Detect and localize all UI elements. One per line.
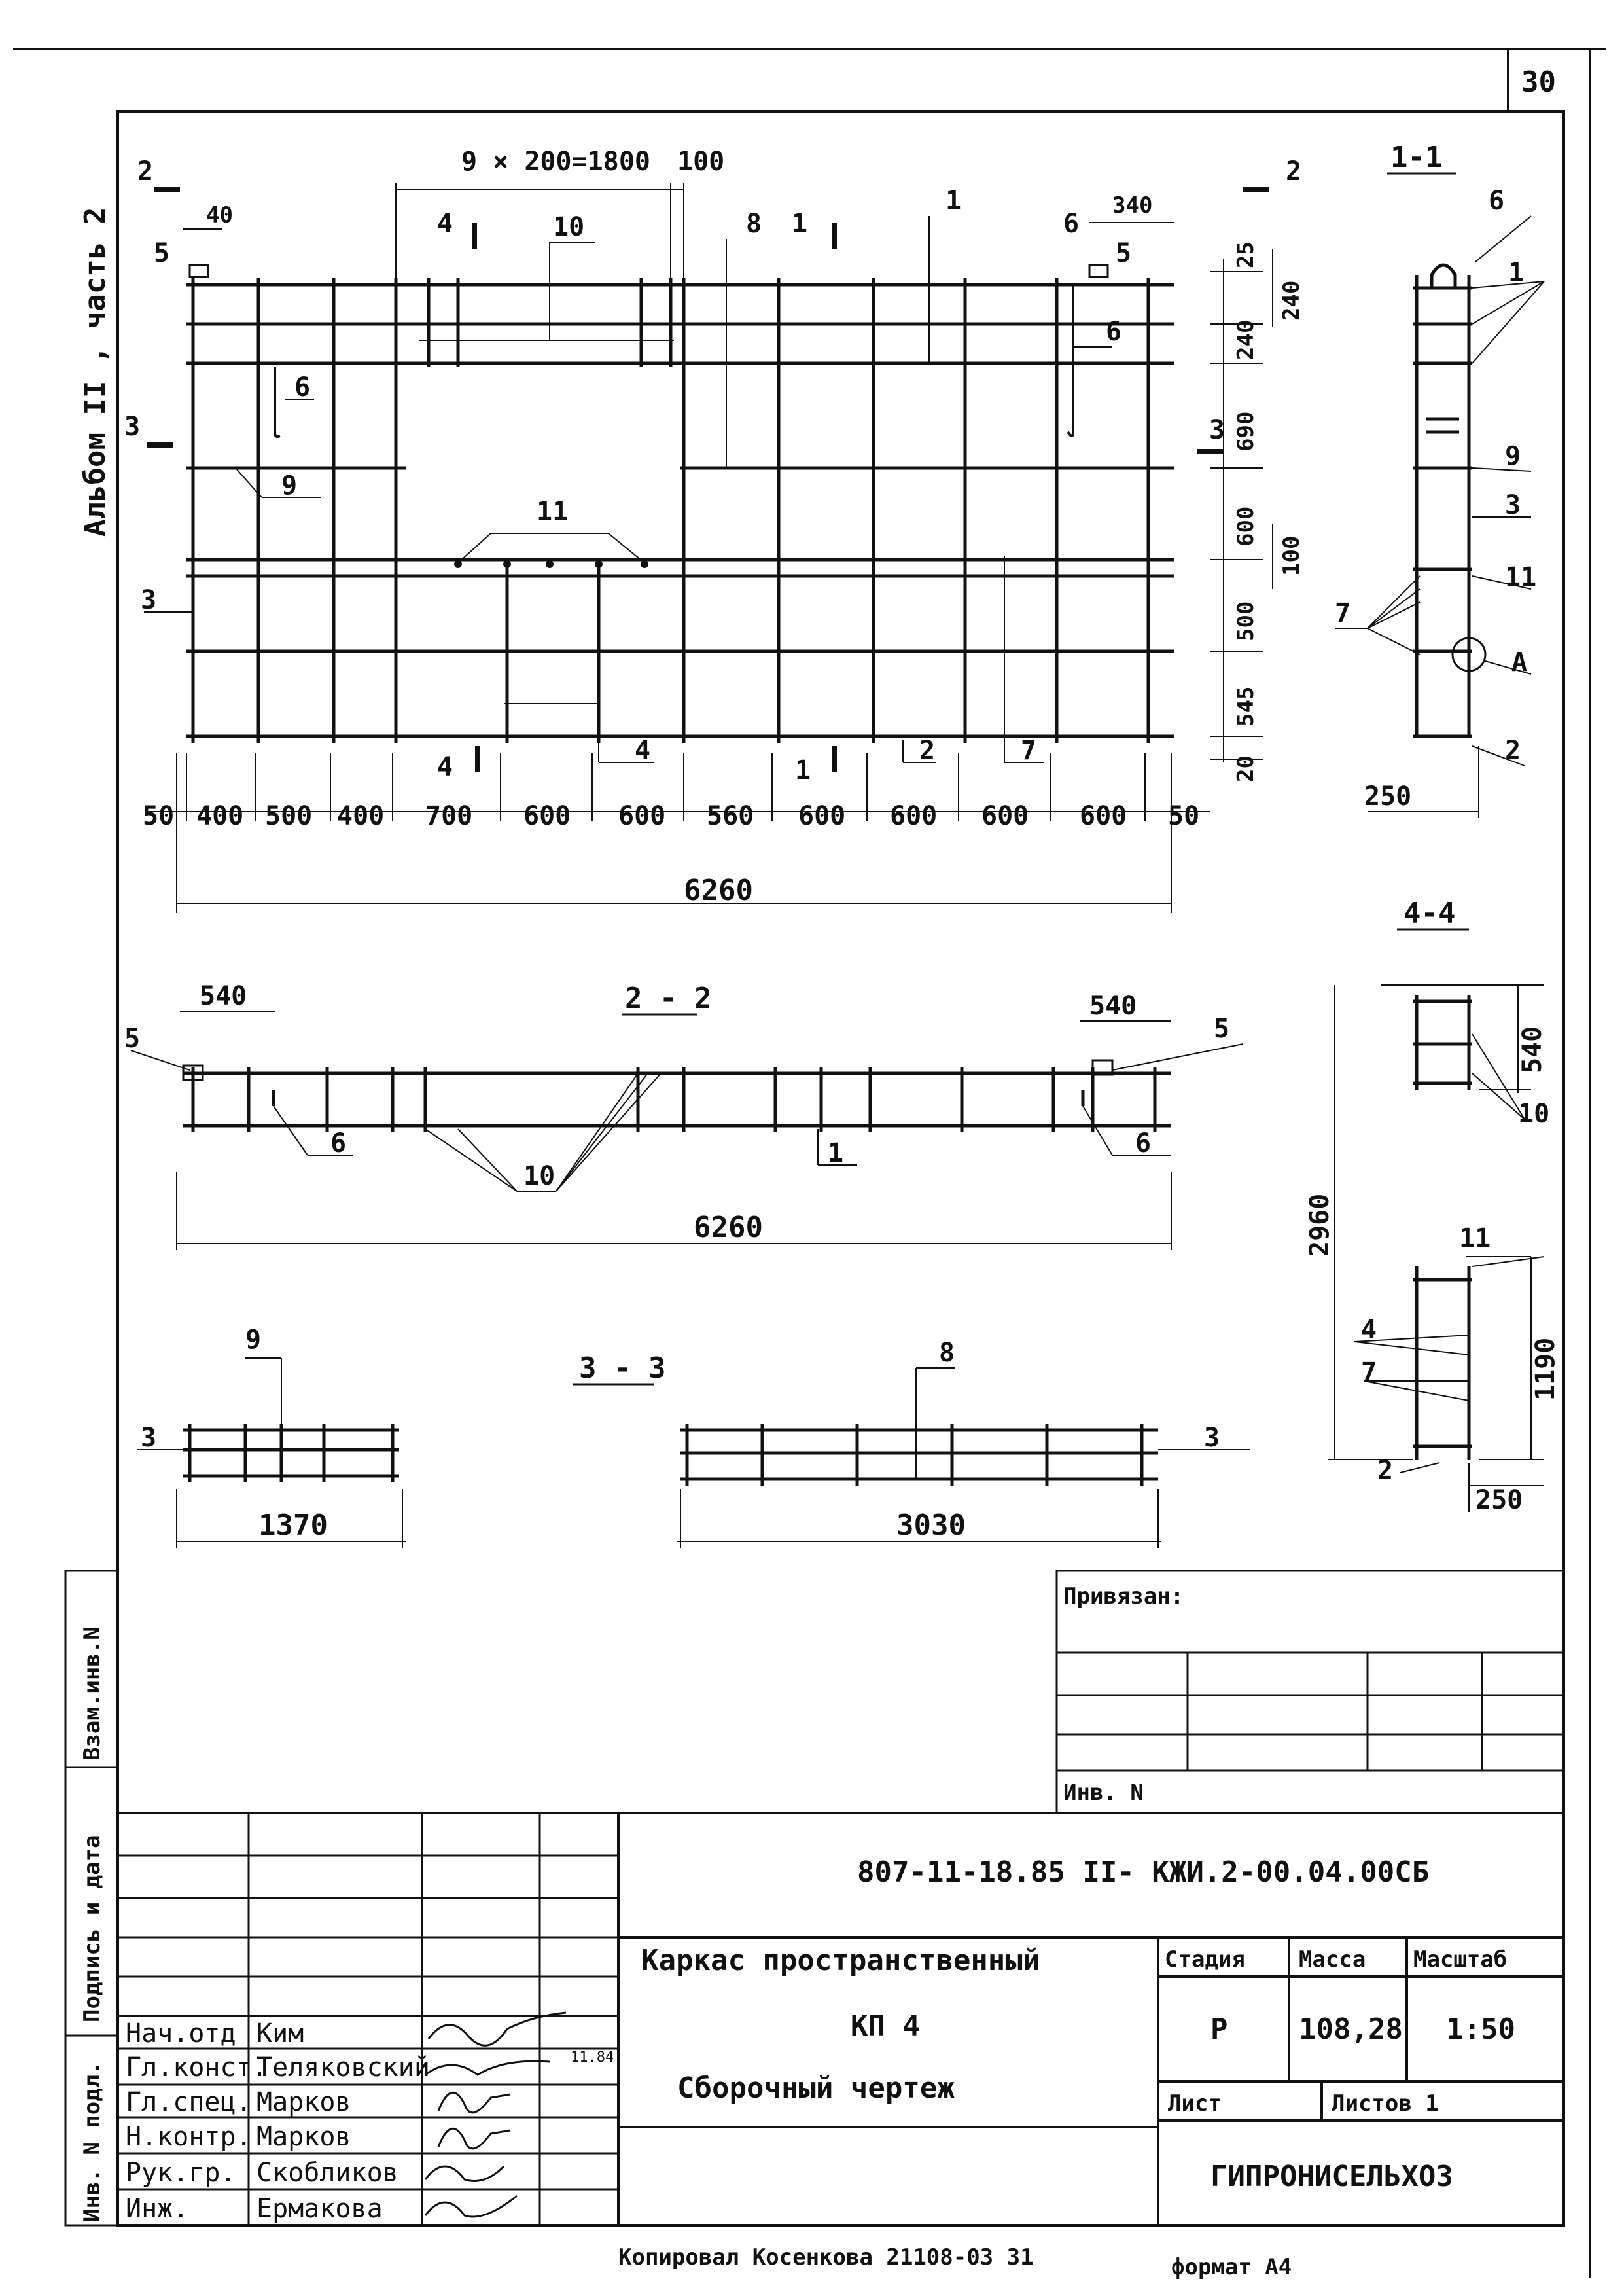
mass-header: Масса	[1299, 1946, 1366, 1973]
callout-2a: 2	[919, 736, 936, 766]
sec44-dim-540: 540	[1517, 1026, 1547, 1073]
sign-role-3: Гл.спец.	[126, 2087, 252, 2117]
callout-6-left: 6	[294, 372, 311, 403]
scale-header: Масштаб	[1413, 1946, 1508, 1973]
bottom-dim-4: 400	[337, 801, 385, 831]
section-4-4	[1328, 929, 1544, 1512]
sec22-dim-right: 540	[1089, 991, 1137, 1021]
sign-role-5: Рук.гр.	[126, 2158, 236, 2188]
callout-2-top-left: 2	[137, 156, 154, 187]
drawing-code: 807-11-18.85 II- КЖИ.2-00.04.00СБ	[857, 1856, 1430, 1889]
sign-name-4: Марков	[256, 2122, 351, 2152]
callout-7: 7	[1021, 736, 1037, 766]
bottom-dim-11: 600	[981, 801, 1029, 831]
callout-2-top-right: 2	[1286, 156, 1302, 187]
callout-4-mark-bottom: 4	[437, 752, 453, 782]
sheet-label: Лист	[1168, 2090, 1222, 2117]
right-dim-240a: 240	[1279, 280, 1305, 321]
sec11-callout-1: 1	[1508, 258, 1525, 288]
bottom-dim-3: 500	[265, 801, 313, 831]
sec44-dim-250: 250	[1475, 1485, 1523, 1515]
sign-name-6: Ермакова	[256, 2194, 383, 2224]
sign-name-2: Теляковский	[256, 2053, 430, 2083]
sec44-callout-2: 2	[1377, 1456, 1394, 1486]
sec22-dim-left: 540	[200, 981, 247, 1011]
bottom-dim-12: 600	[1080, 801, 1127, 831]
section-2-2-title: 2 - 2	[625, 982, 712, 1015]
sec33-callout-8: 8	[939, 1338, 955, 1368]
callout-4a: 4	[635, 736, 651, 766]
sec33-callout-3-right: 3	[1204, 1423, 1220, 1453]
sec44-callout-10: 10	[1518, 1099, 1550, 1129]
sheets-label: Листов 1	[1332, 2090, 1439, 2117]
sign-role-2: Гл.конст.	[126, 2053, 268, 2083]
sec11-callout-3: 3	[1505, 490, 1521, 520]
callout-10: 10	[553, 212, 585, 242]
sec11-dim-250: 250	[1364, 781, 1412, 812]
section-1-1-title: 1-1	[1390, 141, 1443, 174]
footer-copied: Копировал Косенкова 21108-03 31	[618, 2244, 1034, 2270]
sec22-callout-6-right: 6	[1135, 1128, 1152, 1158]
sec33-callout-3-left: 3	[141, 1423, 157, 1453]
callout-9: 9	[281, 471, 298, 501]
sec11-callout-11: 11	[1505, 562, 1537, 592]
stamp-inv-podl: Инв. N подл.	[79, 2061, 105, 2222]
bottom-dim-8: 560	[707, 801, 754, 831]
stage-value: Р	[1210, 2013, 1228, 2046]
callout-8: 8	[746, 209, 762, 239]
sec44-dim-1190: 1190	[1530, 1337, 1561, 1401]
sec33-dim-right: 3030	[896, 1509, 966, 1542]
sign-role-4: Н.контр.	[126, 2122, 252, 2152]
page-number: 30	[1521, 65, 1556, 99]
callout-1a: 1	[945, 186, 962, 216]
right-dim-240b: 240	[1233, 319, 1259, 360]
organization-name: ГИПРОНИСЕЛЬХОЗ	[1210, 2160, 1453, 2193]
dim-340: 340	[1112, 192, 1153, 219]
callout-5-left: 5	[154, 238, 170, 268]
sec11-callout-7: 7	[1335, 598, 1351, 628]
sign-role-1: Нач.отд	[126, 2018, 236, 2049]
dim-40: 40	[206, 202, 233, 228]
right-dim-690: 690	[1233, 411, 1259, 452]
sign-name-1: Ким	[256, 2018, 304, 2049]
bottom-dim-7: 600	[618, 801, 666, 831]
scale-value: 1:50	[1446, 2013, 1515, 2046]
section-4-4-title: 4-4	[1403, 897, 1456, 930]
drawing-name-line2: КП 4	[851, 2009, 920, 2043]
section-1-1-labels	[1335, 141, 1536, 812]
callout-6-mark: 6	[1063, 209, 1080, 239]
stage-header: Стадия	[1165, 1946, 1245, 1973]
callout-11: 11	[537, 497, 569, 527]
privyazan-label: Привязан:	[1063, 1583, 1184, 1609]
sign-role-6: Инж.	[126, 2194, 189, 2224]
bottom-dim-1: 50	[143, 801, 175, 831]
callout-1b: 1	[792, 209, 808, 239]
callout-3-mark-left: 3	[124, 412, 141, 442]
right-dim-25: 25	[1233, 242, 1259, 268]
sec11-callout-2: 2	[1505, 736, 1521, 766]
section-2-2	[131, 1011, 1243, 1250]
sign-date: 11.84	[571, 2049, 614, 2066]
sec33-dim-left: 1370	[258, 1509, 328, 1542]
callout-3-mark-right: 3	[1209, 415, 1226, 445]
callout-1-mark-bottom: 1	[795, 755, 811, 785]
right-dim-500: 500	[1233, 601, 1259, 641]
side-caption: Альбом II , часть 2	[79, 207, 112, 537]
sec44-callout-7: 7	[1361, 1357, 1377, 1388]
top-100-dim: 100	[677, 147, 725, 177]
total-length: 6260	[684, 874, 753, 907]
sec22-callout-5-left: 5	[124, 1024, 141, 1054]
bottom-dim-9: 600	[798, 801, 846, 831]
callout-3-left: 3	[141, 585, 157, 615]
sec44-dim-2960: 2960	[1305, 1193, 1335, 1257]
right-dim-20: 20	[1233, 755, 1259, 782]
main-elevation-labels	[124, 147, 1305, 907]
bottom-dim-13: 50	[1168, 801, 1200, 831]
right-dim-100: 100	[1279, 535, 1305, 576]
sec44-callout-11: 11	[1459, 1223, 1491, 1253]
sec22-callout-5-right: 5	[1214, 1014, 1230, 1044]
section-4-4-labels	[1305, 897, 1561, 1515]
drawing-name-line3: Сборочный чертеж	[677, 2072, 955, 2105]
section-3-3-title: 3 - 3	[579, 1352, 666, 1385]
drawing-name-line1: Каркас пространственный	[641, 1944, 1040, 1977]
footer-format: формат А4	[1171, 2254, 1292, 2280]
section-2-2-labels	[124, 981, 1229, 1244]
sec44-callout-4: 4	[1361, 1315, 1377, 1345]
sign-name-5: Скобликов	[256, 2158, 398, 2188]
privyazan-inv-label: Инв. N	[1063, 1780, 1144, 1806]
sec22-callout-10: 10	[523, 1161, 556, 1191]
bottom-dim-5: 700	[425, 801, 473, 831]
title-block-text	[126, 1856, 1515, 2224]
callout-6-right: 6	[1106, 317, 1122, 347]
stamp-vzam-inv: Взам.инв.N	[79, 1626, 105, 1761]
callout-4-mark-top: 4	[437, 209, 453, 239]
sec33-callout-9: 9	[245, 1325, 262, 1355]
signature-scribbles	[425, 2013, 566, 2217]
sec11-label-A: A	[1511, 647, 1528, 677]
bottom-dim-6: 600	[523, 801, 571, 831]
sec11-callout-6: 6	[1489, 186, 1505, 216]
callout-5-right: 5	[1116, 238, 1132, 268]
mass-value: 108,28	[1299, 2013, 1403, 2046]
bottom-dim-2: 400	[196, 801, 244, 831]
top-pitch-dim: 9 × 200=1800	[461, 147, 650, 177]
bottom-dim-10: 600	[890, 801, 938, 831]
right-dim-600: 600	[1233, 506, 1259, 547]
sign-name-3: Марков	[256, 2087, 351, 2117]
right-dim-545: 545	[1233, 686, 1259, 726]
stamp-podpis-data: Подпись и дата	[79, 1835, 105, 2022]
sec22-callout-1: 1	[828, 1138, 844, 1168]
sec22-total: 6260	[694, 1211, 763, 1244]
sec11-callout-9: 9	[1505, 441, 1521, 471]
sec22-callout-6-left: 6	[330, 1128, 347, 1158]
